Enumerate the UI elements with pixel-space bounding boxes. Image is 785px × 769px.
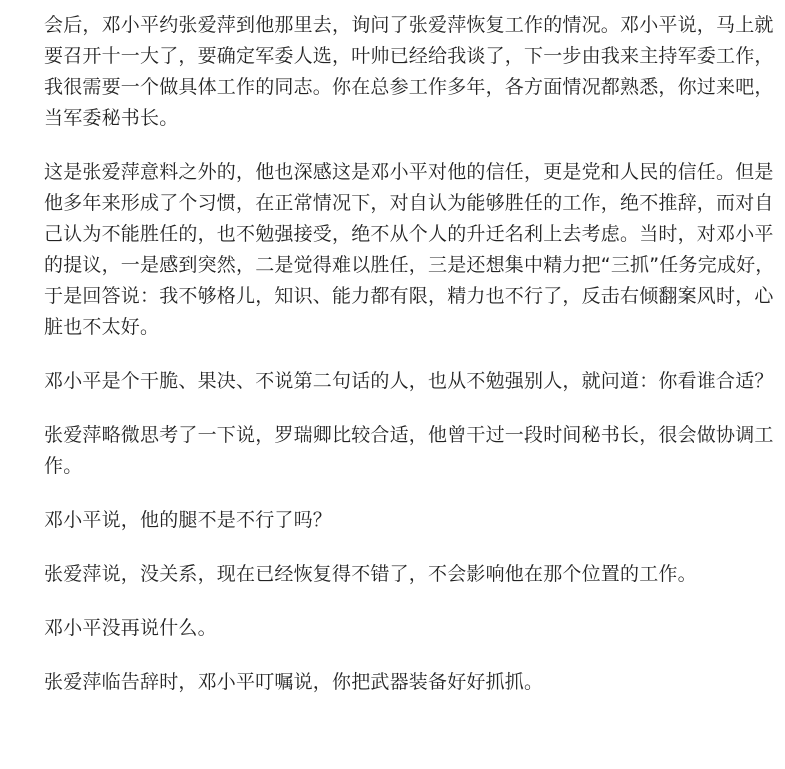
paragraph-7: 邓小平没再说什么。 <box>44 617 217 639</box>
paragraph-8: 张爱萍临告辞时，邓小平叮嘱说，你把武器装备好好抓抓。 <box>44 671 544 693</box>
paragraph-4: 张爱萍略微思考了一下说，罗瑞卿比较合适，他曾干过一段时间秘书长，很会做协调工作。 <box>44 424 774 477</box>
paragraph-2: 这是张爱萍意料之外的，他也深感这是邓小平对他的信任，更是党和人民的信任。但是他多年来形成了个习惯，在正常情况下，对自认为能够胜任的工作，绝不推辞，而对自己认为不能胜任的，也不勉强接受，绝不从个人的升迁名利上去考虑。当时，对邓小平的提议，一是感到突然，二是觉得难以胜任，三是还想集中精力把“三抓”任务完成好，于是回答说：我不够格儿，知识、能力都有限，精力也不行了，反击右倾翻案风时，心脏也不太好。 <box>44 161 775 338</box>
paragraph-1: 会后，邓小平约张爱萍到他那里去，询问了张爱萍恢复工作的情况。邓小平说，马上就要召开十一大了，要确定军委人选，叶帅已经给我谈了，下一步由我来主持军委工作，我很需要一个做具体工作的同志。你在总参工作多年，各方面情况都熟悉，你过来吧，当军委秘书长。 <box>44 14 774 129</box>
paragraph-5: 邓小平说，他的腿不是不行了吗？ <box>44 509 333 531</box>
paragraph-6: 张爱萍说，没关系，现在已经恢复得不错了，不会影响他在那个位置的工作。 <box>44 563 697 585</box>
paragraph-3: 邓小平是个干脆、果决、不说第二句话的人，也从不勉强别人，就问道：你看谁合适？ <box>44 370 774 392</box>
